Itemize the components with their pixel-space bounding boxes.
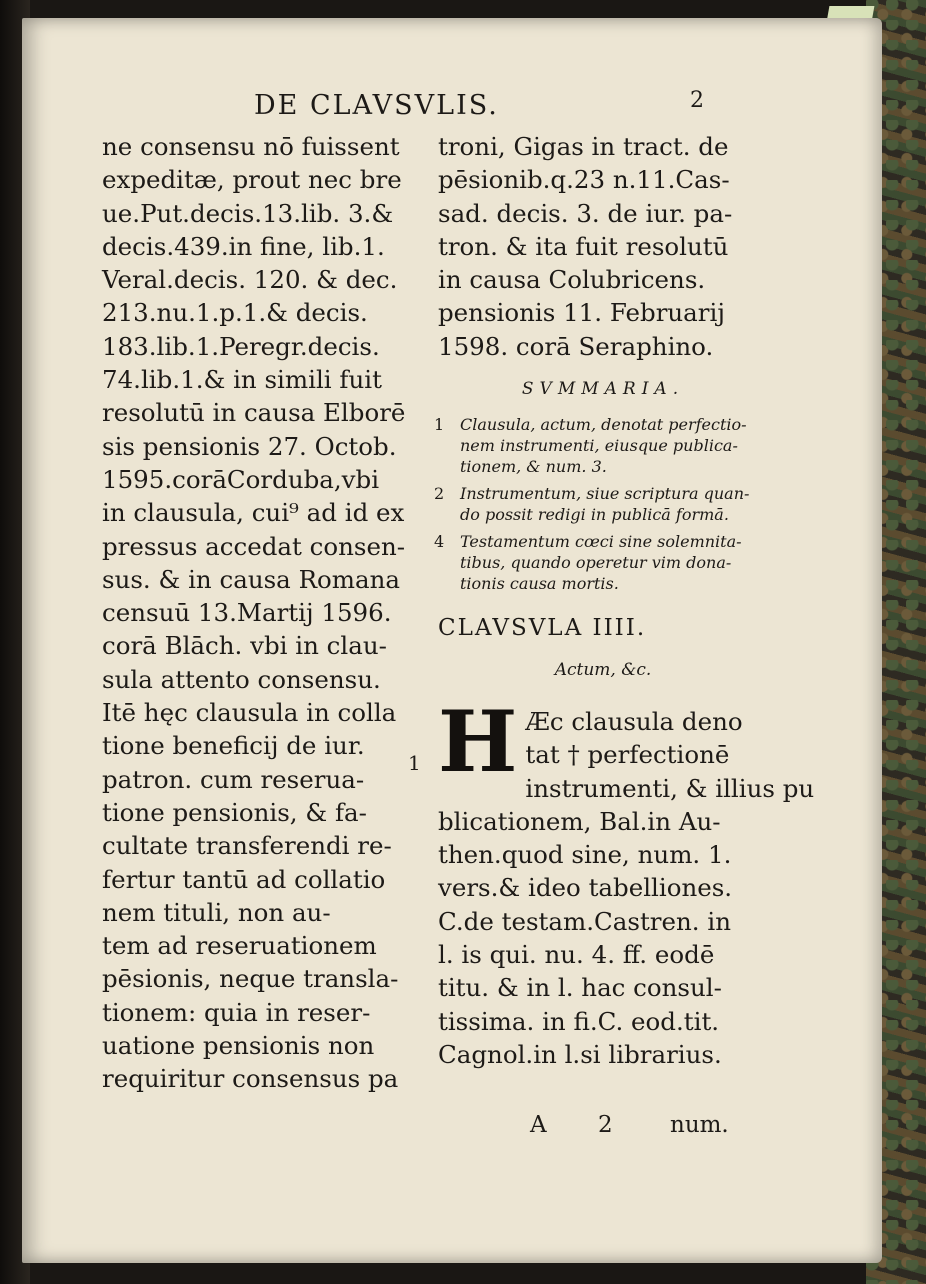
text-line: pēsionib.q.23 n.11.Cas- (438, 165, 730, 195)
text-line: 183.lib.1.Peregr.decis. (102, 331, 380, 361)
text-line: sus. & in causa Romana (102, 564, 400, 594)
text-line: pēsionis, neque transla- (102, 964, 399, 994)
text-line: tat † perfectionē (525, 740, 730, 770)
running-title: DE CLAVSVLIS. (254, 90, 499, 121)
catchword: num. (670, 1112, 729, 1138)
text-line: l. is qui. nu. 4. ff. eodē (438, 940, 715, 970)
summary-line: Testamentum cœci sine solemnita- (460, 532, 742, 552)
book-page (22, 18, 882, 1263)
clause-body (408, 691, 815, 1071)
text-line: 1598. corā Seraphino. (438, 331, 714, 361)
text-line: tem ad reseruationem (102, 931, 377, 961)
text-line: blicationem, Bal.in Au- (438, 806, 721, 836)
signature-number: 2 (598, 1112, 613, 1138)
text-line: tione pensionis, & fa- (102, 797, 367, 827)
text-line: tron. & ita fuit resolutū (438, 231, 729, 261)
summary-number: 1 (434, 415, 445, 435)
text-line: uatione pensionis non (102, 1031, 375, 1061)
signature-mark: A (530, 1112, 547, 1138)
text-line: nem tituli, non au- (102, 897, 331, 927)
left-text-column (102, 130, 406, 1096)
right-text-column (408, 130, 815, 1071)
text-line: in clausula, cui⁹ ad id ex (102, 498, 405, 528)
text-line: tionem: quia in reser- (102, 997, 371, 1027)
text-line: Veral.decis. 120. & dec. (102, 265, 398, 295)
summary-entry (434, 414, 768, 477)
text-line: sula attento consensu. (102, 664, 381, 694)
summary-line: tibus, quando operetur vim dona- (460, 553, 732, 573)
summary-line: Instrumentum, siue scriptura quan- (460, 484, 750, 504)
summary-entry (434, 483, 768, 525)
text-line: 74.lib.1.& in simili fuit (102, 365, 382, 395)
text-line: pensionis 11. Februarij (438, 298, 725, 328)
text-line: 1595.corāCorduba,vbi (102, 464, 380, 494)
summary-line: Clausula, actum, denotat perfectio- (460, 415, 747, 435)
summary-line: tionem, & num. 3. (460, 457, 607, 477)
text-line: tione beneficij de iur. (102, 731, 365, 761)
text-line: then.quod sine, num. 1. (438, 840, 732, 870)
text-line: sad. decis. 3. de iur. pa- (438, 198, 733, 228)
summary-number: 2 (434, 484, 445, 504)
section-subtitle: Actum, &c. (554, 659, 652, 680)
text-line: instrumenti, & illius pu (525, 773, 815, 803)
folio-number: 2 (690, 88, 704, 113)
summary-line: do possit redigi in publicā formā. (460, 505, 729, 525)
summary-entry (434, 531, 768, 594)
text-line: in causa Colubricens. (438, 265, 706, 295)
text-line: cultate transferendi re- (102, 831, 392, 861)
margin-note-number: 1 (408, 750, 421, 775)
text-line: corā Blāch. vbi in clau- (102, 631, 387, 661)
text-line: resolutū in causa Elborē (102, 398, 406, 428)
text-line: 213.nu.1.p.1.& decis. (102, 298, 368, 328)
text-line: expeditæ, prout nec bre (102, 165, 402, 195)
text-line: troni, Gigas in tract. de (438, 132, 729, 161)
text-line: Æc clausula deno (525, 706, 743, 736)
section-title: CLAVSVLA IIII. (438, 615, 647, 642)
text-line: censuū 13.Martij 1596. (102, 598, 392, 628)
drop-cap: H (438, 691, 518, 791)
summaria-heading: SVMMARIA. (521, 379, 685, 400)
summary-number: 4 (434, 532, 445, 552)
text-line: vers.& ideo tabelliones. (438, 873, 733, 903)
text-line: ue.Put.decis.13.lib. 3.& (102, 198, 394, 228)
text-line: tissima. in fi.C. eod.tit. (438, 1006, 720, 1036)
text-line: sis pensionis 27. Octob. (102, 431, 397, 461)
text-line: decis.439.in fine, lib.1. (102, 231, 385, 261)
text-line: ne consensu nō fuissent (102, 132, 400, 161)
text-line: C.de testam.Castren. in (438, 906, 731, 936)
text-line: fertur tantū ad collatio (102, 864, 386, 894)
summary-line: nem instrumenti, eiusque publica- (460, 436, 738, 456)
text-line: pressus accedat consen- (102, 531, 406, 561)
summary-line: tionis causa mortis. (460, 574, 619, 594)
text-line: titu. & in l. hac consul- (438, 973, 722, 1003)
text-line: Itē hęc clausula in colla (102, 698, 397, 728)
text-line: requiritur consensus pa (102, 1064, 399, 1094)
text-line: patron. cum reserua- (102, 764, 365, 794)
text-line: Cagnol.in l.si librarius. (438, 1039, 722, 1069)
